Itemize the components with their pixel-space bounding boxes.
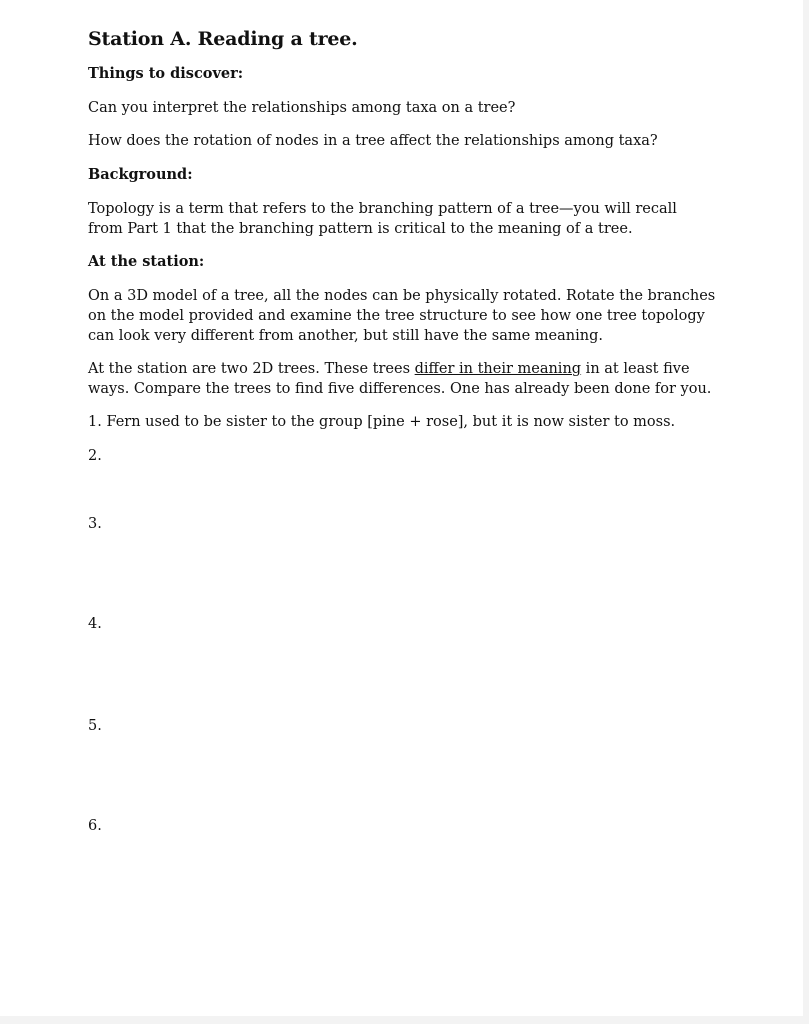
station-p1-line-2: on the model provided and examine the tree structure to see how one tree topology <box>88 308 705 324</box>
answer-item-3: 3. <box>88 516 102 532</box>
station-p1-line-3: can look very different from another, but still have the same meaning. <box>88 328 603 344</box>
page-edge-shadow <box>803 0 809 1024</box>
station-paragraph-2 <box>88 359 712 399</box>
station-p2-line-2: ways. Compare the trees to find five differences. One has already been done for you. <box>88 381 712 397</box>
discovery-question-1: Can you interpret the relationships among taxa on a tree? <box>88 100 516 116</box>
background-paragraph <box>88 199 698 239</box>
station-p2-line-1-start: At the station are two 2D trees. These trees <box>88 361 415 377</box>
background-heading: Background: <box>88 166 193 183</box>
at-the-station-heading: At the station: <box>88 253 205 270</box>
page-title: Station A. Reading a tree. <box>88 28 358 50</box>
page-bottom-shadow <box>0 1016 809 1024</box>
background-line-1: Topology is a term that refers to the branching pattern of a tree—you will recall <box>88 201 677 217</box>
answer-item-1: 1. Fern used to be sister to the group [pine + rose], but it is now sister to moss. <box>88 414 676 430</box>
station-p2-line-1 <box>88 359 698 379</box>
discovery-question-2: How does the rotation of nodes in a tree affect the relationships among taxa? <box>88 133 658 149</box>
answer-item-2: 2. <box>88 448 102 464</box>
station-paragraph-1 <box>88 286 716 346</box>
answer-item-5: 5. <box>88 718 102 734</box>
background-line-2: from Part 1 that the branching pattern is critical to the meaning of a tree. <box>88 221 633 237</box>
station-p1-line-1: On a 3D model of a tree, all the nodes can be physically rotated. Rotate the branches <box>88 288 716 304</box>
underlined-phrase: differ in their meaning <box>414 361 582 377</box>
things-to-discover-heading: Things to discover: <box>88 65 244 82</box>
station-p2-line-1-end: in at least five <box>581 361 690 377</box>
answer-item-6: 6. <box>88 818 102 834</box>
answer-item-4: 4. <box>88 616 102 632</box>
